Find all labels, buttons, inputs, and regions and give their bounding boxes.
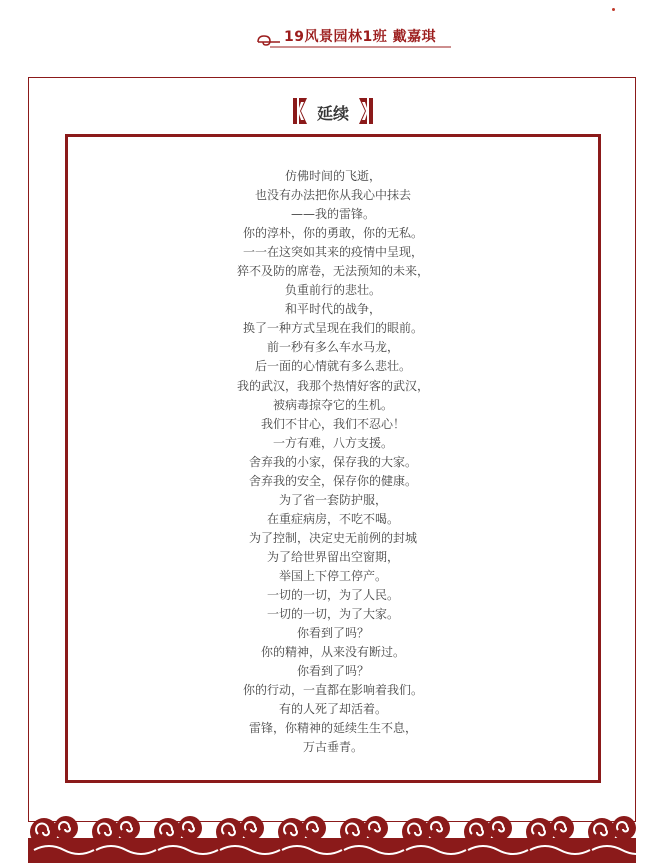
poem-line: 举国上下停工停产。 bbox=[278, 568, 387, 583]
poem-body bbox=[68, 167, 598, 757]
poem-line: 换了一种方式呈现在我们的眼前。 bbox=[242, 321, 423, 336]
poem-line: 仿佛时间的飞逝， bbox=[284, 169, 381, 183]
poem-line: 雷锋，你精神的延续生生不息， bbox=[248, 721, 417, 736]
poem-line: 舍弃我的小家，保存我的大家。 bbox=[248, 454, 417, 469]
poem-line: 我的武汉，我那个热情好客的武汉， bbox=[236, 378, 429, 393]
poem-line: 和平时代的战争， bbox=[284, 302, 381, 317]
poem-line: 后一面的心情就有多么悲壮。 bbox=[254, 359, 411, 374]
poem-line: 也没有办法把你从我心中抹去 bbox=[254, 188, 411, 203]
poem-line: 舍弃我的安全，保存你的健康。 bbox=[248, 473, 417, 488]
poem-line: ——我的雷锋。 bbox=[290, 207, 375, 222]
section-heading-text: 延续 bbox=[316, 104, 349, 123]
poem-line: 有的人死了却活着。 bbox=[278, 702, 387, 717]
poem-line: 负重前行的悲壮。 bbox=[284, 283, 381, 298]
cloud-border-icon bbox=[28, 808, 636, 863]
poem-line: 一方有难，八方支援。 bbox=[272, 435, 393, 450]
poem-line: 猝不及防的席卷，无法预知的未来， bbox=[236, 264, 429, 279]
poem-line: 你的淳朴，你的勇敢，你的无私。 bbox=[242, 226, 423, 241]
poem-line: 你的行动，一直都在影响着我们。 bbox=[242, 683, 423, 698]
poem-line: 一切的一切，为了人民。 bbox=[266, 588, 399, 603]
poem-line: 一切的一切，为了大家。 bbox=[266, 607, 399, 622]
author-header bbox=[256, 22, 456, 52]
poem-line: 你看到了吗？ bbox=[296, 664, 369, 679]
poem-frame bbox=[65, 134, 601, 783]
poem-line: 为了省一套防护服， bbox=[278, 492, 387, 507]
poem-line: 我们不甘心，我们不忍心！ bbox=[260, 416, 405, 431]
right-bracket-ornament-icon bbox=[359, 98, 373, 124]
poem-line: 你看到了吗？ bbox=[296, 626, 369, 641]
poem-line: 为了给世界留出空窗期， bbox=[266, 549, 399, 564]
poem-line: 一一在这突如其来的疫情中呈现， bbox=[242, 245, 423, 260]
decorative-dot bbox=[612, 8, 615, 11]
poem-line: 你的精神，从来没有断过。 bbox=[260, 645, 405, 660]
poem-line: 万古垂青。 bbox=[302, 740, 363, 755]
poem-line: 前一秒有多么车水马龙， bbox=[266, 340, 399, 355]
poem-line: 被病毒掠夺它的生机。 bbox=[272, 397, 393, 412]
author-title: 19风景园林1班 戴嘉琪 bbox=[284, 29, 437, 45]
section-heading bbox=[293, 98, 373, 124]
poem-line: 在重症病房，不吃不喝。 bbox=[266, 511, 399, 526]
poem-line: 为了控制，决定史无前例的封城 bbox=[248, 530, 417, 545]
